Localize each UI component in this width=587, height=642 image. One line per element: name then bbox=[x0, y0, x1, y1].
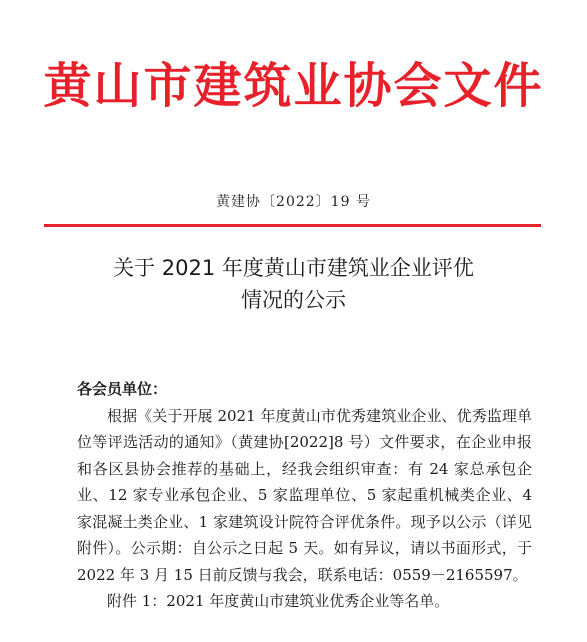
attachment-line: 附件 1：2021 年度黄山市建筑业优秀企业等名单。 bbox=[107, 592, 450, 610]
salutation: 各会员单位： bbox=[77, 380, 168, 398]
document-title-line-1: 关于 2021 年度黄山市建筑业企业评优 bbox=[113, 256, 474, 280]
body-paragraph: 根据《关于开展 2021 年度黄山市优秀建筑业企业、优秀监理单位等评选活动的通知》（黄建协[2022]8 号）文件要求，在企业申报和各区县协会推荐的基础上，经我会组织审查：有 24 家总承包企业、12 家专业承包企业、5 家监理单位、5 家起重机械类企业、4 家混凝土类企业、1 家建筑设计院符合评优条件。现予以公示（详见附件）。公示期：自公示之日起 5 天。如有异议，请以书面形式，于 2022 年 3 月 15 日前反馈与我会，联系电话：0559－2165597。 bbox=[77, 406, 532, 584]
red-divider-line bbox=[44, 224, 541, 227]
document-title bbox=[0, 252, 587, 316]
document-body bbox=[77, 376, 532, 615]
document-header-title: 黄山市建筑业协会文件 bbox=[43, 58, 544, 114]
document-title-line-2: 情况的公示 bbox=[241, 288, 346, 312]
document-number: 黄建协〔2022〕19 号 bbox=[216, 194, 371, 210]
